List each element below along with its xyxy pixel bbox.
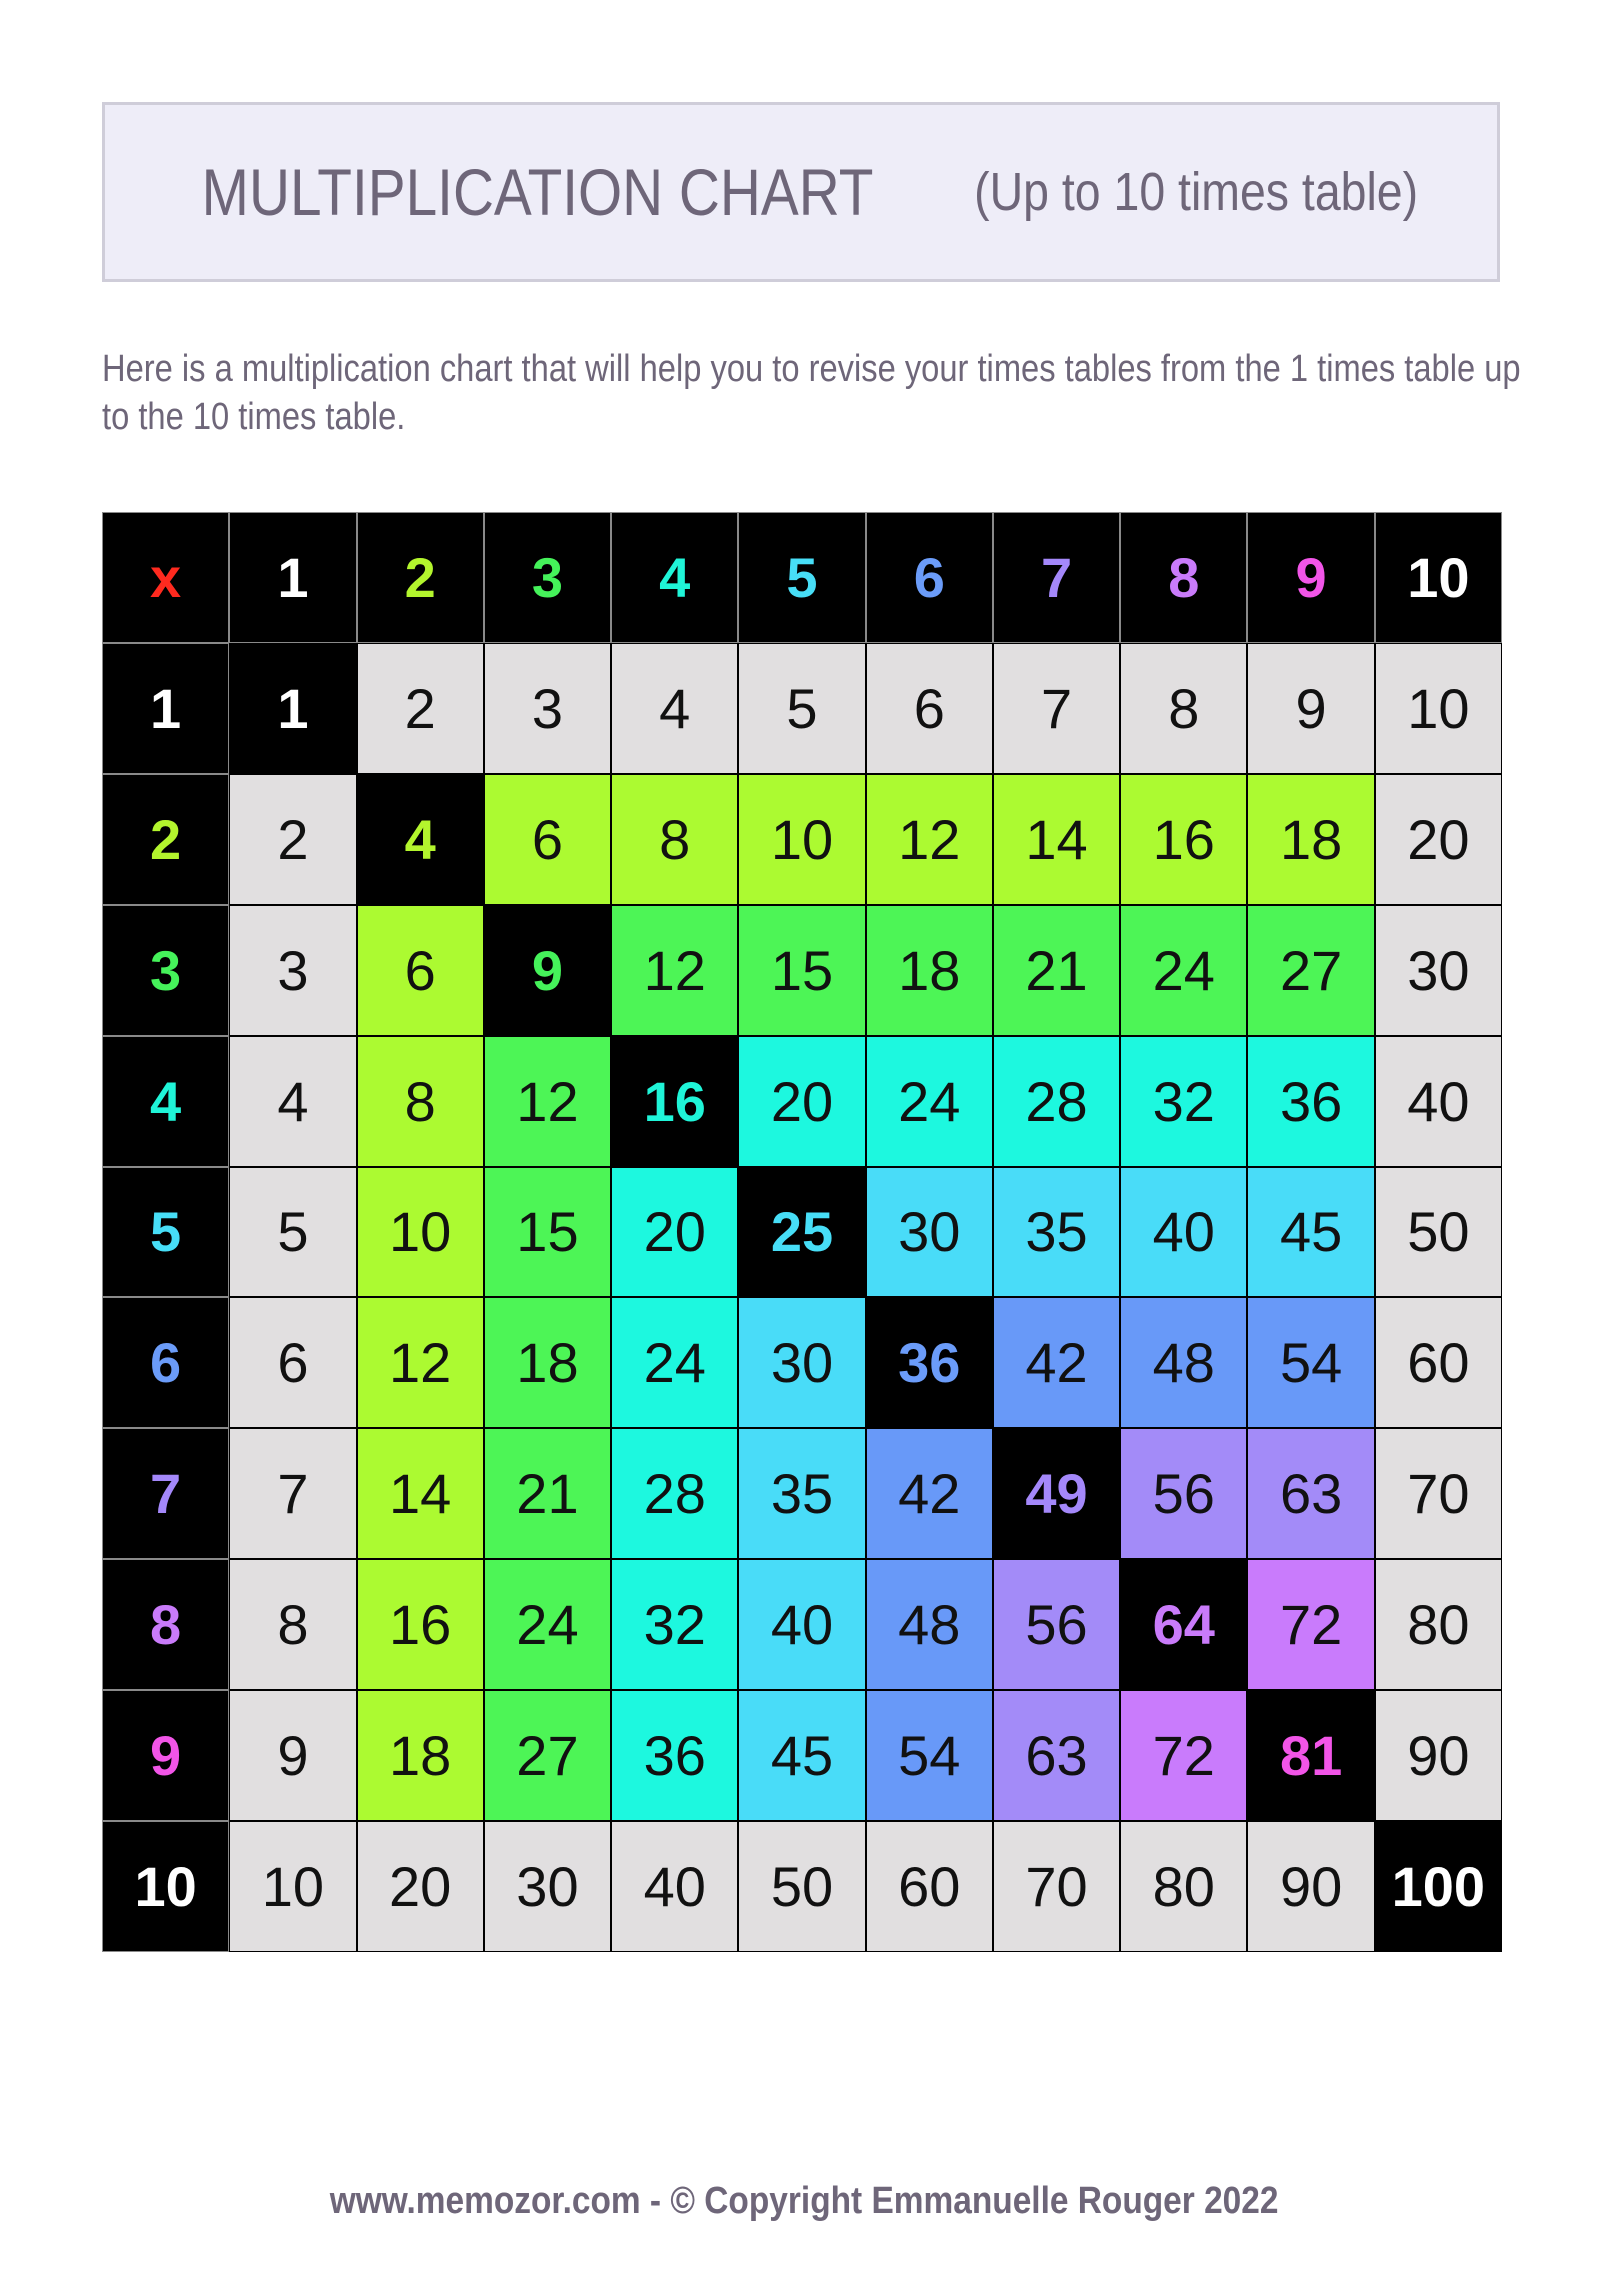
product-cell: 32 — [1120, 1036, 1247, 1167]
product-cell: 48 — [1120, 1297, 1247, 1428]
product-cell: 3 — [484, 643, 611, 774]
product-cell: 9 — [1247, 643, 1374, 774]
product-cell: 48 — [866, 1559, 993, 1690]
product-cell: 3 — [229, 905, 356, 1036]
product-cell: 10 — [1375, 643, 1502, 774]
product-cell: 35 — [738, 1428, 865, 1559]
product-cell: 30 — [484, 1821, 611, 1952]
product-cell: 10 — [357, 1167, 484, 1298]
row-header: 5 — [102, 1167, 229, 1298]
product-cell: 56 — [1120, 1428, 1247, 1559]
product-cell: 4 — [229, 1036, 356, 1167]
product-cell: 7 — [229, 1428, 356, 1559]
product-cell: 70 — [1375, 1428, 1502, 1559]
footer-copyright: - © Copyright Emmanuelle Rouger 2022 — [649, 2180, 1279, 2222]
product-cell: 9 — [484, 905, 611, 1036]
product-cell: 16 — [611, 1036, 738, 1167]
row-header: 10 — [102, 1821, 229, 1952]
row-header: 3 — [102, 905, 229, 1036]
column-header: 10 — [1375, 512, 1502, 643]
intro-text: Here is a multiplication chart that will help you to revise your times tables from the 1 times table up to the 10 times table. — [102, 348, 1521, 438]
product-cell: 6 — [229, 1297, 356, 1428]
row-header: 2 — [102, 774, 229, 905]
product-cell: 27 — [1247, 905, 1374, 1036]
product-cell: 21 — [484, 1428, 611, 1559]
product-cell: 18 — [866, 905, 993, 1036]
corner-cell: x — [102, 512, 229, 643]
product-cell: 50 — [738, 1821, 865, 1952]
product-cell: 81 — [1247, 1690, 1374, 1821]
product-cell: 30 — [1375, 905, 1502, 1036]
product-cell: 15 — [738, 905, 865, 1036]
row-header: 4 — [102, 1036, 229, 1167]
product-cell: 40 — [1375, 1036, 1502, 1167]
column-header: 7 — [993, 512, 1120, 643]
product-cell: 42 — [993, 1297, 1120, 1428]
product-cell: 18 — [1247, 774, 1374, 905]
multiplication-table — [102, 512, 1502, 1952]
product-cell: 6 — [866, 643, 993, 774]
column-header: 2 — [357, 512, 484, 643]
page-title: MULTIPLICATION CHART — [202, 155, 874, 229]
product-cell: 90 — [1375, 1690, 1502, 1821]
page-subtitle: (Up to 10 times table) — [974, 162, 1419, 222]
column-header: 1 — [229, 512, 356, 643]
footer — [0, 2180, 1608, 2223]
product-cell: 70 — [993, 1821, 1120, 1952]
product-cell: 12 — [357, 1297, 484, 1428]
column-header: 3 — [484, 512, 611, 643]
product-cell: 6 — [484, 774, 611, 905]
product-cell: 20 — [357, 1821, 484, 1952]
product-cell: 4 — [611, 643, 738, 774]
row-header: 8 — [102, 1559, 229, 1690]
row-header: 1 — [102, 643, 229, 774]
product-cell: 24 — [611, 1297, 738, 1428]
product-cell: 36 — [866, 1297, 993, 1428]
product-cell: 100 — [1375, 1821, 1502, 1952]
product-cell: 5 — [738, 643, 865, 774]
product-cell: 60 — [1375, 1297, 1502, 1428]
product-cell: 40 — [1120, 1167, 1247, 1298]
product-cell: 10 — [738, 774, 865, 905]
product-cell: 80 — [1375, 1559, 1502, 1690]
product-cell: 27 — [484, 1690, 611, 1821]
product-cell: 90 — [1247, 1821, 1374, 1952]
product-cell: 54 — [1247, 1297, 1374, 1428]
product-cell: 49 — [993, 1428, 1120, 1559]
product-cell: 35 — [993, 1167, 1120, 1298]
product-cell: 1 — [229, 643, 356, 774]
product-cell: 6 — [357, 905, 484, 1036]
product-cell: 72 — [1120, 1690, 1247, 1821]
column-header: 6 — [866, 512, 993, 643]
product-cell: 8 — [357, 1036, 484, 1167]
product-cell: 25 — [738, 1167, 865, 1298]
product-cell: 63 — [1247, 1428, 1374, 1559]
product-cell: 28 — [993, 1036, 1120, 1167]
product-cell: 54 — [866, 1690, 993, 1821]
product-cell: 63 — [993, 1690, 1120, 1821]
product-cell: 80 — [1120, 1821, 1247, 1952]
product-cell: 64 — [1120, 1559, 1247, 1690]
product-cell: 7 — [993, 643, 1120, 774]
product-cell: 14 — [357, 1428, 484, 1559]
column-header: 8 — [1120, 512, 1247, 643]
product-cell: 12 — [866, 774, 993, 905]
row-header: 7 — [102, 1428, 229, 1559]
product-cell: 10 — [229, 1821, 356, 1952]
column-header: 5 — [738, 512, 865, 643]
row-header: 9 — [102, 1690, 229, 1821]
product-cell: 9 — [229, 1690, 356, 1821]
product-cell: 21 — [993, 905, 1120, 1036]
product-cell: 24 — [866, 1036, 993, 1167]
product-cell: 20 — [1375, 774, 1502, 905]
product-cell: 40 — [738, 1559, 865, 1690]
product-cell: 4 — [357, 774, 484, 905]
product-cell: 36 — [1247, 1036, 1374, 1167]
product-cell: 32 — [611, 1559, 738, 1690]
row-header: 6 — [102, 1297, 229, 1428]
product-cell: 18 — [357, 1690, 484, 1821]
product-cell: 24 — [1120, 905, 1247, 1036]
footer-site-link[interactable]: www.memozor.com — [329, 2180, 641, 2222]
column-header: 9 — [1247, 512, 1374, 643]
product-cell: 30 — [866, 1167, 993, 1298]
product-cell: 42 — [866, 1428, 993, 1559]
product-cell: 5 — [229, 1167, 356, 1298]
product-cell: 12 — [484, 1036, 611, 1167]
product-cell: 2 — [357, 643, 484, 774]
product-cell: 50 — [1375, 1167, 1502, 1298]
product-cell: 8 — [229, 1559, 356, 1690]
product-cell: 30 — [738, 1297, 865, 1428]
product-cell: 56 — [993, 1559, 1120, 1690]
product-cell: 24 — [484, 1559, 611, 1690]
product-cell: 2 — [229, 774, 356, 905]
product-cell: 18 — [484, 1297, 611, 1428]
product-cell: 40 — [611, 1821, 738, 1952]
product-cell: 14 — [993, 774, 1120, 905]
product-cell: 72 — [1247, 1559, 1374, 1690]
product-cell: 12 — [611, 905, 738, 1036]
product-cell: 20 — [611, 1167, 738, 1298]
column-header: 4 — [611, 512, 738, 643]
product-cell: 16 — [1120, 774, 1247, 905]
product-cell: 20 — [738, 1036, 865, 1167]
product-cell: 45 — [1247, 1167, 1374, 1298]
product-cell: 60 — [866, 1821, 993, 1952]
product-cell: 15 — [484, 1167, 611, 1298]
product-cell: 8 — [611, 774, 738, 905]
product-cell: 8 — [1120, 643, 1247, 774]
product-cell: 28 — [611, 1428, 738, 1559]
product-cell: 16 — [357, 1559, 484, 1690]
product-cell: 36 — [611, 1690, 738, 1821]
title-box — [102, 102, 1500, 282]
product-cell: 45 — [738, 1690, 865, 1821]
